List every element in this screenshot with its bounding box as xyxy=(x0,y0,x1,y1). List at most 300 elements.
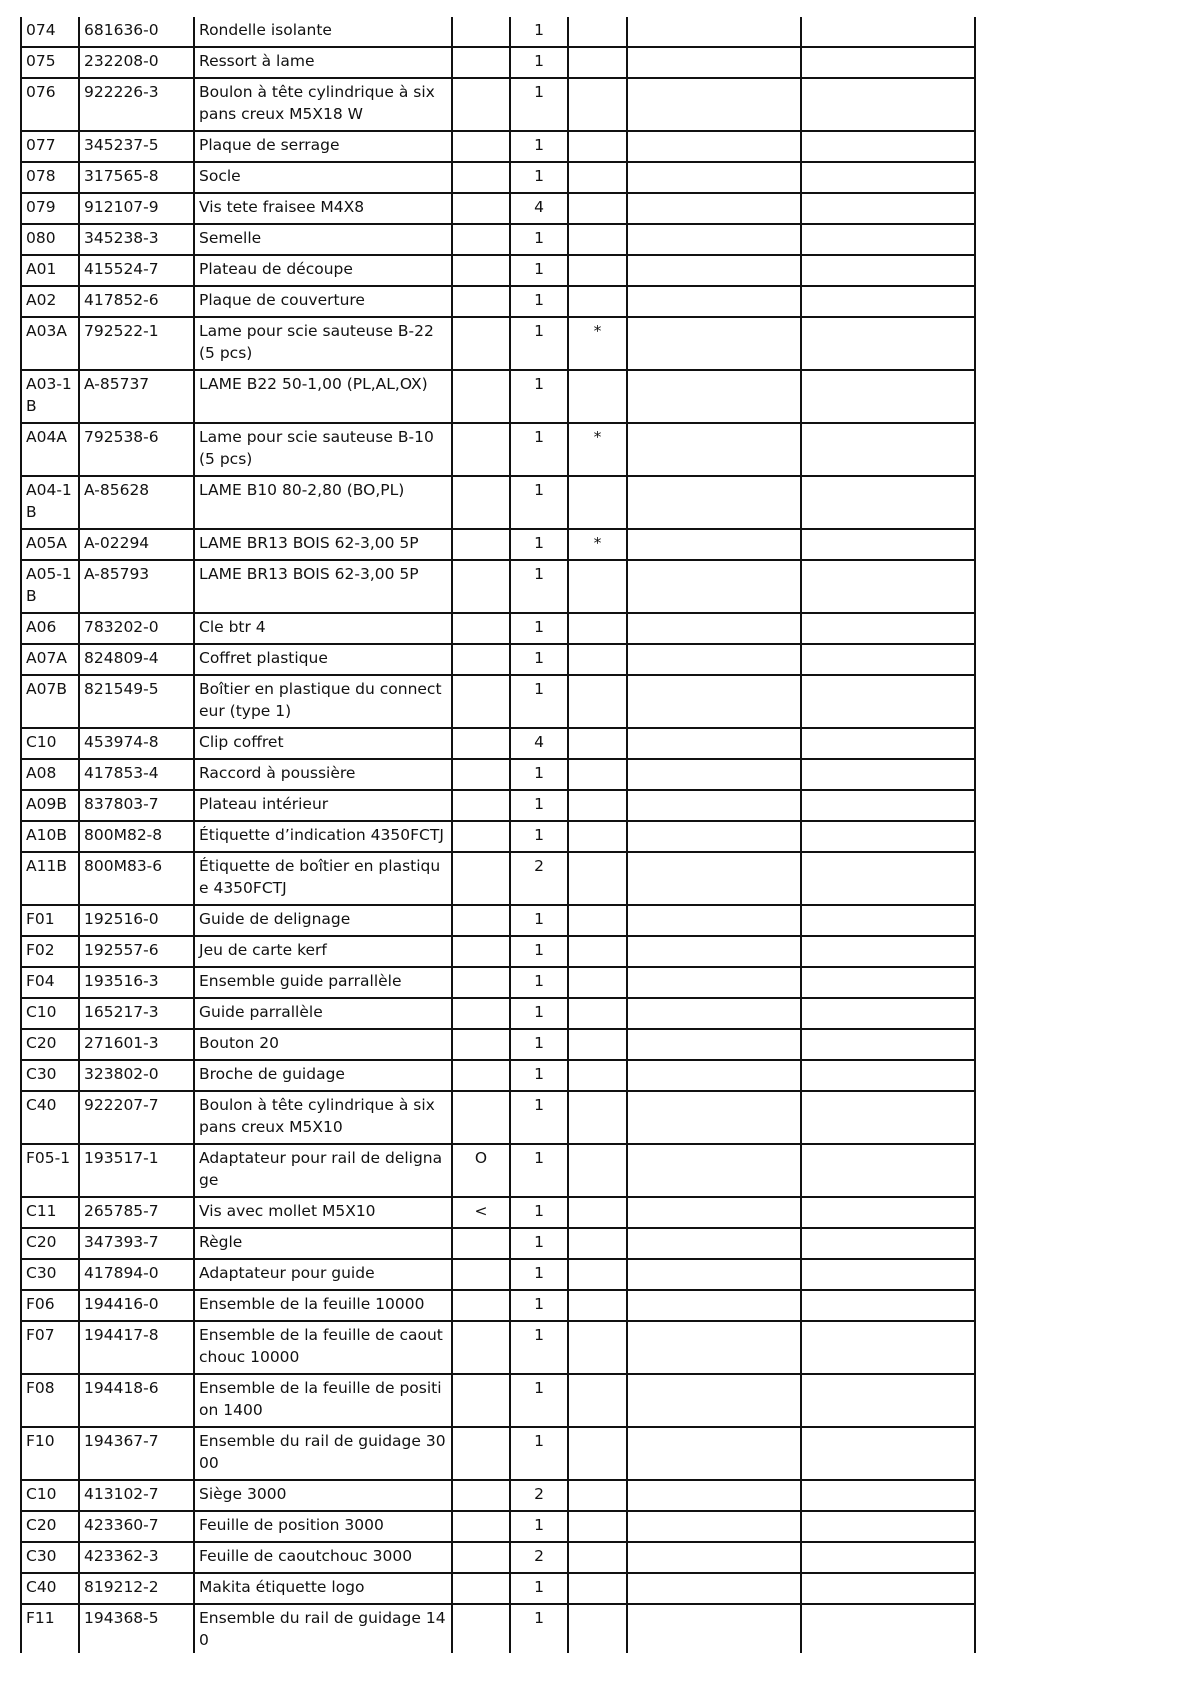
table-row xyxy=(21,967,975,998)
empty-cell xyxy=(627,905,801,936)
empty-cell xyxy=(801,1511,975,1542)
mark-cell xyxy=(452,675,510,728)
table-row xyxy=(21,1480,975,1511)
description-cell: Lame pour scie sauteuse B-10 (5 pcs) xyxy=(194,423,452,476)
ref-number-cell: C40 xyxy=(21,1091,79,1144)
note-mark-cell xyxy=(568,476,627,529)
ref-number-cell: A04A xyxy=(21,423,79,476)
mark-cell xyxy=(452,936,510,967)
ref-number-cell: A06 xyxy=(21,613,79,644)
description-cell: LAME B10 80-2,80 (BO,PL) xyxy=(194,476,452,529)
note-mark-cell xyxy=(568,967,627,998)
empty-cell xyxy=(801,476,975,529)
empty-cell xyxy=(627,1029,801,1060)
empty-cell xyxy=(627,1091,801,1144)
table-row xyxy=(21,675,975,728)
note-mark-cell xyxy=(568,1480,627,1511)
part-number-cell: 347393-7 xyxy=(79,1228,194,1259)
description-cell: Lame pour scie sauteuse B-22 (5 pcs) xyxy=(194,317,452,370)
ref-number-cell: 074 xyxy=(21,17,79,47)
description-cell: Plateau intérieur xyxy=(194,790,452,821)
mark-cell xyxy=(452,1321,510,1374)
mark-cell xyxy=(452,759,510,790)
quantity-cell: 1 xyxy=(510,423,568,476)
mark-cell xyxy=(452,423,510,476)
note-mark-cell xyxy=(568,560,627,613)
mark-cell xyxy=(452,790,510,821)
note-mark-cell xyxy=(568,162,627,193)
part-number-cell: 193516-3 xyxy=(79,967,194,998)
mark-cell xyxy=(452,1511,510,1542)
quantity-cell: 1 xyxy=(510,967,568,998)
table-row xyxy=(21,759,975,790)
quantity-cell: 4 xyxy=(510,728,568,759)
empty-cell xyxy=(801,613,975,644)
ref-number-cell: A07B xyxy=(21,675,79,728)
note-mark-cell xyxy=(568,78,627,131)
empty-cell xyxy=(801,790,975,821)
description-cell: Adaptateur pour guide xyxy=(194,1259,452,1290)
empty-cell xyxy=(627,1321,801,1374)
part-number-cell: 783202-0 xyxy=(79,613,194,644)
description-cell: Cle btr 4 xyxy=(194,613,452,644)
mark-cell xyxy=(452,1374,510,1427)
ref-number-cell: A09B xyxy=(21,790,79,821)
part-number-cell: 824809-4 xyxy=(79,644,194,675)
description-cell: Coffret plastique xyxy=(194,644,452,675)
part-number-cell: 922207-7 xyxy=(79,1091,194,1144)
table-row xyxy=(21,1144,975,1197)
table-row xyxy=(21,47,975,78)
empty-cell xyxy=(801,317,975,370)
ref-number-cell: F01 xyxy=(21,905,79,936)
empty-cell xyxy=(627,423,801,476)
quantity-cell: 1 xyxy=(510,1259,568,1290)
empty-cell xyxy=(627,1480,801,1511)
empty-cell xyxy=(801,1542,975,1573)
quantity-cell: 1 xyxy=(510,821,568,852)
part-number-cell: 165217-3 xyxy=(79,998,194,1029)
mark-cell: O xyxy=(452,1144,510,1197)
ref-number-cell: C20 xyxy=(21,1511,79,1542)
ref-number-cell: A10B xyxy=(21,821,79,852)
ref-number-cell: C11 xyxy=(21,1197,79,1228)
table-row xyxy=(21,131,975,162)
quantity-cell: 4 xyxy=(510,193,568,224)
empty-cell xyxy=(627,370,801,423)
description-cell: Ressort à lame xyxy=(194,47,452,78)
quantity-cell: 1 xyxy=(510,1321,568,1374)
table-row xyxy=(21,1228,975,1259)
parts-table-body xyxy=(21,17,975,1653)
note-mark-cell xyxy=(568,1060,627,1091)
part-number-cell: A-85628 xyxy=(79,476,194,529)
parts-table xyxy=(20,17,976,1653)
table-row xyxy=(21,1511,975,1542)
empty-cell xyxy=(627,644,801,675)
part-number-cell: 800M83-6 xyxy=(79,852,194,905)
mark-cell xyxy=(452,1290,510,1321)
part-number-cell: 345237-5 xyxy=(79,131,194,162)
empty-cell xyxy=(627,1573,801,1604)
empty-cell xyxy=(801,1573,975,1604)
ref-number-cell: A08 xyxy=(21,759,79,790)
description-cell: Vis tete fraisee M4X8 xyxy=(194,193,452,224)
quantity-cell: 1 xyxy=(510,675,568,728)
mark-cell xyxy=(452,1573,510,1604)
quantity-cell: 1 xyxy=(510,1228,568,1259)
part-number-cell: 345238-3 xyxy=(79,224,194,255)
table-row xyxy=(21,1029,975,1060)
part-number-cell: A-85737 xyxy=(79,370,194,423)
empty-cell xyxy=(627,1374,801,1427)
table-row xyxy=(21,255,975,286)
note-mark-cell xyxy=(568,852,627,905)
description-cell: Étiquette d’indication 4350FCTJ xyxy=(194,821,452,852)
quantity-cell: 1 xyxy=(510,317,568,370)
empty-cell xyxy=(627,790,801,821)
description-cell: Ensemble du rail de guidage 3000 xyxy=(194,1427,452,1480)
description-cell: LAME B22 50-1,00 (PL,AL,OX) xyxy=(194,370,452,423)
part-number-cell: 417853-4 xyxy=(79,759,194,790)
mark-cell xyxy=(452,1029,510,1060)
table-row xyxy=(21,193,975,224)
empty-cell xyxy=(627,47,801,78)
empty-cell xyxy=(801,905,975,936)
mark-cell xyxy=(452,47,510,78)
ref-number-cell: C40 xyxy=(21,1573,79,1604)
table-row xyxy=(21,1321,975,1374)
description-cell: Étiquette de boîtier en plastique 4350FCTJ xyxy=(194,852,452,905)
ref-number-cell: C30 xyxy=(21,1060,79,1091)
ref-number-cell: 079 xyxy=(21,193,79,224)
empty-cell xyxy=(801,675,975,728)
mark-cell xyxy=(452,78,510,131)
empty-cell xyxy=(801,998,975,1029)
table-row xyxy=(21,821,975,852)
table-row xyxy=(21,1427,975,1480)
table-row xyxy=(21,560,975,613)
quantity-cell: 1 xyxy=(510,370,568,423)
note-mark-cell xyxy=(568,821,627,852)
empty-cell xyxy=(627,1144,801,1197)
description-cell: Plaque de serrage xyxy=(194,131,452,162)
description-cell: Socle xyxy=(194,162,452,193)
description-cell: Boulon à tête cylindrique à six pans creux M5X10 xyxy=(194,1091,452,1144)
description-cell: Boîtier en plastique du connecteur (type 1) xyxy=(194,675,452,728)
empty-cell xyxy=(627,162,801,193)
part-number-cell: 681636-0 xyxy=(79,17,194,47)
mark-cell xyxy=(452,317,510,370)
part-number-cell: 423360-7 xyxy=(79,1511,194,1542)
empty-cell xyxy=(627,17,801,47)
table-row xyxy=(21,936,975,967)
note-mark-cell: * xyxy=(568,529,627,560)
description-cell: Ensemble guide parrallèle xyxy=(194,967,452,998)
empty-cell xyxy=(627,1060,801,1091)
quantity-cell: 1 xyxy=(510,286,568,317)
note-mark-cell xyxy=(568,1604,627,1653)
empty-cell xyxy=(627,1604,801,1653)
empty-cell xyxy=(801,131,975,162)
quantity-cell: 1 xyxy=(510,1427,568,1480)
empty-cell xyxy=(801,529,975,560)
mark-cell xyxy=(452,821,510,852)
quantity-cell: 1 xyxy=(510,1197,568,1228)
note-mark-cell xyxy=(568,1144,627,1197)
ref-number-cell: 076 xyxy=(21,78,79,131)
empty-cell xyxy=(627,1197,801,1228)
description-cell: Siège 3000 xyxy=(194,1480,452,1511)
ref-number-cell: A11B xyxy=(21,852,79,905)
description-cell: Rondelle isolante xyxy=(194,17,452,47)
table-row xyxy=(21,17,975,47)
empty-cell xyxy=(801,47,975,78)
table-row xyxy=(21,224,975,255)
ref-number-cell: A04-1B xyxy=(21,476,79,529)
note-mark-cell xyxy=(568,1029,627,1060)
table-row xyxy=(21,852,975,905)
part-number-cell: 423362-3 xyxy=(79,1542,194,1573)
mark-cell xyxy=(452,644,510,675)
mark-cell xyxy=(452,529,510,560)
table-row xyxy=(21,1290,975,1321)
note-mark-cell xyxy=(568,905,627,936)
note-mark-cell xyxy=(568,1228,627,1259)
description-cell: Ensemble du rail de guidage 140 xyxy=(194,1604,452,1653)
description-cell: Feuille de caoutchouc 3000 xyxy=(194,1542,452,1573)
table-row xyxy=(21,1259,975,1290)
part-number-cell: 194416-0 xyxy=(79,1290,194,1321)
ref-number-cell: F07 xyxy=(21,1321,79,1374)
mark-cell xyxy=(452,255,510,286)
quantity-cell: 1 xyxy=(510,47,568,78)
quantity-cell: 1 xyxy=(510,1511,568,1542)
mark-cell xyxy=(452,728,510,759)
empty-cell xyxy=(627,476,801,529)
note-mark-cell xyxy=(568,759,627,790)
mark-cell xyxy=(452,17,510,47)
quantity-cell: 1 xyxy=(510,644,568,675)
ref-number-cell: C10 xyxy=(21,1480,79,1511)
ref-number-cell: F11 xyxy=(21,1604,79,1653)
part-number-cell: 323802-0 xyxy=(79,1060,194,1091)
quantity-cell: 1 xyxy=(510,131,568,162)
ref-number-cell: F10 xyxy=(21,1427,79,1480)
note-mark-cell xyxy=(568,675,627,728)
part-number-cell: 192516-0 xyxy=(79,905,194,936)
quantity-cell: 1 xyxy=(510,560,568,613)
note-mark-cell xyxy=(568,1091,627,1144)
note-mark-cell: * xyxy=(568,423,627,476)
table-row xyxy=(21,317,975,370)
quantity-cell: 1 xyxy=(510,224,568,255)
mark-cell xyxy=(452,998,510,1029)
mark-cell xyxy=(452,1427,510,1480)
description-cell: LAME BR13 BOIS 62-3,00 5P xyxy=(194,529,452,560)
ref-number-cell: 080 xyxy=(21,224,79,255)
note-mark-cell xyxy=(568,1197,627,1228)
note-mark-cell xyxy=(568,224,627,255)
part-number-cell: 821549-5 xyxy=(79,675,194,728)
empty-cell xyxy=(801,1427,975,1480)
empty-cell xyxy=(801,1480,975,1511)
table-row xyxy=(21,370,975,423)
part-number-cell: 837803-7 xyxy=(79,790,194,821)
empty-cell xyxy=(627,821,801,852)
ref-number-cell: A07A xyxy=(21,644,79,675)
mark-cell xyxy=(452,131,510,162)
quantity-cell: 1 xyxy=(510,1144,568,1197)
table-row xyxy=(21,728,975,759)
empty-cell xyxy=(627,759,801,790)
description-cell: Boulon à tête cylindrique à six pans creux M5X18 W xyxy=(194,78,452,131)
part-number-cell: 417852-6 xyxy=(79,286,194,317)
empty-cell xyxy=(627,286,801,317)
empty-cell xyxy=(801,1228,975,1259)
ref-number-cell: C20 xyxy=(21,1029,79,1060)
empty-cell xyxy=(627,1259,801,1290)
description-cell: Règle xyxy=(194,1228,452,1259)
description-cell: Jeu de carte kerf xyxy=(194,936,452,967)
table-row xyxy=(21,476,975,529)
empty-cell xyxy=(801,162,975,193)
empty-cell xyxy=(627,852,801,905)
table-row xyxy=(21,286,975,317)
empty-cell xyxy=(801,759,975,790)
table-row xyxy=(21,1374,975,1427)
description-cell: Feuille de position 3000 xyxy=(194,1511,452,1542)
mark-cell xyxy=(452,476,510,529)
mark-cell xyxy=(452,1542,510,1573)
part-number-cell: 912107-9 xyxy=(79,193,194,224)
empty-cell xyxy=(801,78,975,131)
description-cell: Makita étiquette logo xyxy=(194,1573,452,1604)
ref-number-cell: C30 xyxy=(21,1259,79,1290)
empty-cell xyxy=(627,613,801,644)
quantity-cell: 1 xyxy=(510,998,568,1029)
note-mark-cell xyxy=(568,370,627,423)
part-number-cell: 453974-8 xyxy=(79,728,194,759)
mark-cell xyxy=(452,162,510,193)
note-mark-cell xyxy=(568,17,627,47)
empty-cell xyxy=(801,1091,975,1144)
mark-cell xyxy=(452,224,510,255)
description-cell: Ensemble de la feuille de caoutchouc 10000 xyxy=(194,1321,452,1374)
quantity-cell: 1 xyxy=(510,476,568,529)
mark-cell xyxy=(452,613,510,644)
mark-cell xyxy=(452,370,510,423)
note-mark-cell xyxy=(568,193,627,224)
empty-cell xyxy=(801,17,975,47)
ref-number-cell: C10 xyxy=(21,998,79,1029)
table-row xyxy=(21,1604,975,1653)
part-number-cell: 265785-7 xyxy=(79,1197,194,1228)
description-cell: Guide parrallèle xyxy=(194,998,452,1029)
quantity-cell: 1 xyxy=(510,78,568,131)
ref-number-cell: F05-1 xyxy=(21,1144,79,1197)
quantity-cell: 2 xyxy=(510,1542,568,1573)
ref-number-cell: A05-1B xyxy=(21,560,79,613)
ref-number-cell: A01 xyxy=(21,255,79,286)
table-row xyxy=(21,1060,975,1091)
empty-cell xyxy=(801,1259,975,1290)
part-number-cell: 232208-0 xyxy=(79,47,194,78)
empty-cell xyxy=(627,1542,801,1573)
empty-cell xyxy=(627,560,801,613)
note-mark-cell xyxy=(568,131,627,162)
empty-cell xyxy=(801,286,975,317)
empty-cell xyxy=(801,1604,975,1653)
description-cell: LAME BR13 BOIS 62-3,00 5P xyxy=(194,560,452,613)
note-mark-cell xyxy=(568,1290,627,1321)
mark-cell xyxy=(452,852,510,905)
note-mark-cell xyxy=(568,936,627,967)
mark-cell xyxy=(452,286,510,317)
ref-number-cell: F04 xyxy=(21,967,79,998)
quantity-cell: 1 xyxy=(510,17,568,47)
quantity-cell: 1 xyxy=(510,613,568,644)
mark-cell xyxy=(452,560,510,613)
note-mark-cell xyxy=(568,255,627,286)
empty-cell xyxy=(801,1321,975,1374)
note-mark-cell xyxy=(568,1573,627,1604)
part-number-cell: 415524-7 xyxy=(79,255,194,286)
quantity-cell: 1 xyxy=(510,529,568,560)
ref-number-cell: 077 xyxy=(21,131,79,162)
quantity-cell: 1 xyxy=(510,1604,568,1653)
part-number-cell: 792538-6 xyxy=(79,423,194,476)
quantity-cell: 1 xyxy=(510,1060,568,1091)
ref-number-cell: A03A xyxy=(21,317,79,370)
quantity-cell: 1 xyxy=(510,1091,568,1144)
empty-cell xyxy=(801,1290,975,1321)
note-mark-cell xyxy=(568,790,627,821)
note-mark-cell xyxy=(568,1374,627,1427)
description-cell: Broche de guidage xyxy=(194,1060,452,1091)
description-cell: Bouton 20 xyxy=(194,1029,452,1060)
table-row xyxy=(21,1197,975,1228)
note-mark-cell xyxy=(568,286,627,317)
empty-cell xyxy=(801,852,975,905)
table-row xyxy=(21,162,975,193)
quantity-cell: 1 xyxy=(510,1290,568,1321)
note-mark-cell xyxy=(568,47,627,78)
ref-number-cell: C20 xyxy=(21,1228,79,1259)
note-mark-cell xyxy=(568,1321,627,1374)
empty-cell xyxy=(801,728,975,759)
empty-cell xyxy=(627,967,801,998)
quantity-cell: 1 xyxy=(510,790,568,821)
empty-cell xyxy=(801,1197,975,1228)
ref-number-cell: A02 xyxy=(21,286,79,317)
description-cell: Ensemble de la feuille 10000 xyxy=(194,1290,452,1321)
empty-cell xyxy=(627,675,801,728)
part-number-cell: 194368-5 xyxy=(79,1604,194,1653)
empty-cell xyxy=(801,1029,975,1060)
empty-cell xyxy=(627,193,801,224)
quantity-cell: 1 xyxy=(510,905,568,936)
note-mark-cell xyxy=(568,613,627,644)
part-number-cell: 819212-2 xyxy=(79,1573,194,1604)
quantity-cell: 1 xyxy=(510,162,568,193)
empty-cell xyxy=(801,821,975,852)
ref-number-cell: C10 xyxy=(21,728,79,759)
table-row xyxy=(21,529,975,560)
empty-cell xyxy=(801,967,975,998)
empty-cell xyxy=(627,1228,801,1259)
mark-cell xyxy=(452,1228,510,1259)
